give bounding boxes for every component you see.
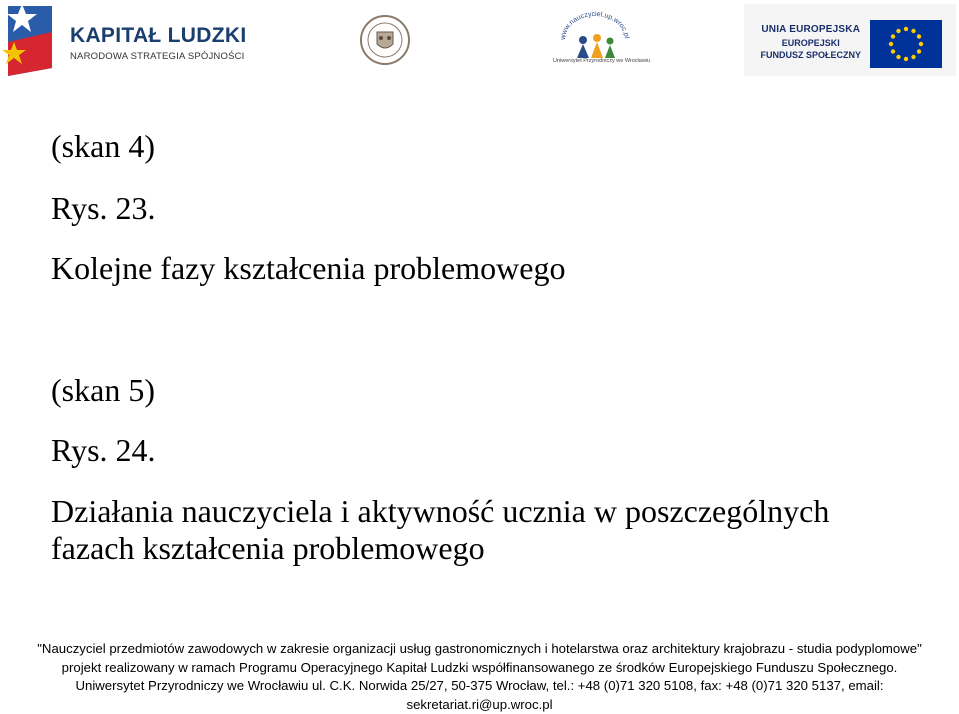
kapital-ludzki-subtitle: NARODOWA STRATEGIA SPÓJNOŚCI [70,51,245,62]
project-footer [0,640,959,714]
figure-23-label: Rys. 23. [51,190,829,250]
figure-24-caption-line2: fazach kształcenia problemowego [51,530,829,567]
footer-email: sekretariat.ri@up.wroc.pl [0,696,959,714]
eu-logo [744,4,956,76]
star-flag-icon [2,2,58,78]
kapital-ludzki-logo [2,2,252,78]
footer-project-title: "Nauczyciel przedmiotów zawodowych w zakresie organizacji usług gastronomicznych i hotelarstwa oraz architektury krajobrazu - studia podyplomowe" [0,640,959,659]
eu-fund-line1: EUROPEJSKI [760,38,861,48]
scan-4-label: (skan 4) [51,128,829,190]
scan-5-label: (skan 5) [51,372,829,432]
figure-24-label: Rys. 24. [51,432,829,493]
kapital-ludzki-title: KAPITAŁ LUDZKI [70,24,246,48]
figure-23-caption: Kolejne fazy kształcenia problemowego [51,250,829,372]
eu-fund-line2: FUNDUSZ SPOŁECZNY [760,50,861,60]
eu-text [760,24,861,60]
eu-flag-icon [870,20,942,68]
footer-funding-note: projekt realizowany w ramach Programu Operacyjnego Kapitał Ludzki współfinansowanego ze środków Europejskiego Funduszu Społecznego. [0,659,959,678]
figure-24-caption-line1: Działania nauczyciela i aktywność ucznia w poszczególnych [51,493,829,530]
header-logos [0,0,959,80]
nauczyciel-url: www.nauczyciel.up.wroc.pl [560,11,630,41]
nauczyciel-caption: Uniwersytet Przyrodniczy we Wrocławiu [553,58,643,64]
footer-address: Uniwersytet Przyrodniczy we Wrocławiu ul. C.K. Norwida 25/27, 50-375 Wrocław, tel.: +48 (0)71 320 5108, fax: +48 (0)71 320 5137, email: [0,677,959,696]
university-seal-icon [359,14,411,66]
main-content [51,128,829,567]
eu-title: UNIA EUROPEJSKA [760,24,861,35]
